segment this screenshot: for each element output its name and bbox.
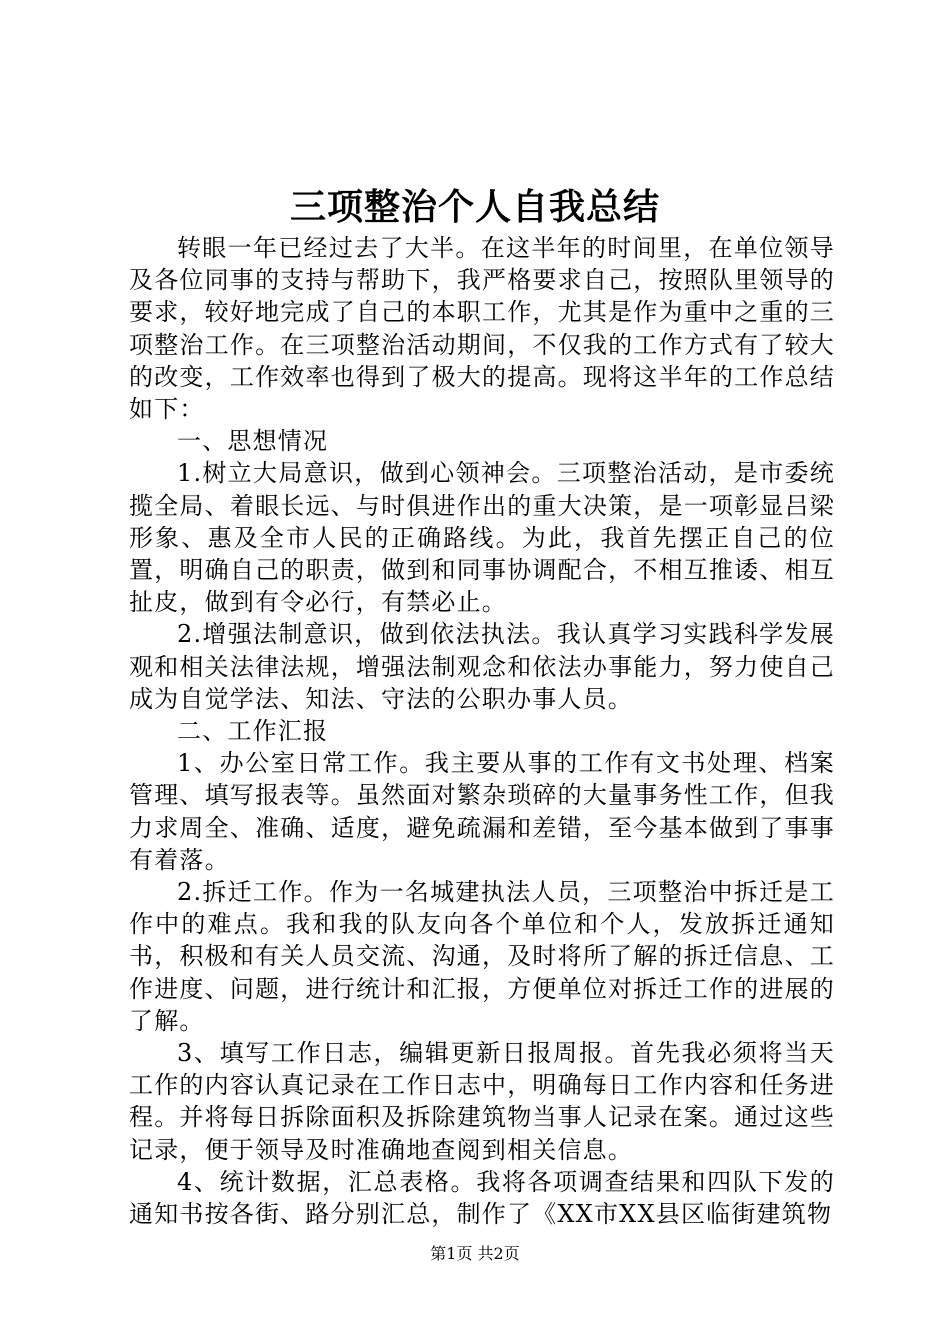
paragraph-intro: 转眼一年已经过去了大半。在这半年的时间里，在单位领导及各位同事的支持与帮助下，我严格要求自己，按照队里领导的要求，较好地完成了自己的本职工作，尤其是作为重中之重的三项整治工作。在三项整治活动期间，不仅我的工作方式有了较大的改变，工作效率也得到了极大的提高。现将这半年的工作总结如下： xyxy=(129,234,835,424)
paragraph-work-2: 2.拆迁工作。作为一名城建执法人员，三项整治中拆迁是工作中的难点。我和我的队友向各个单位和个人，发放拆迁通知书，积极和有关人员交流、沟通，及时将所了解的拆迁信息、工作进度、问题，进行统计和汇报，方便单位对拆迁工作的进展的了解。 xyxy=(129,878,835,1035)
document-body xyxy=(129,232,835,1230)
page-footer: 第1页 共2页 xyxy=(430,1244,520,1263)
heading-thought: 一、思想情况 xyxy=(177,427,329,456)
paragraph-work-4: 4、统计数据，汇总表格。我将各项调查结果和四队下发的通知书按各街、路分别汇总，制作了《XX市XX县区临街建筑物 xyxy=(129,1167,835,1229)
heading-work-report: 二、工作汇报 xyxy=(177,717,329,746)
paragraph-thought-2: 2.增强法制意识，做到依法执法。我认真学习实践科学发展观和相关法律法规，增强法制观念和依法办事能力，努力使自己成为自觉学法、知法、守法的公职办事人员。 xyxy=(129,620,835,713)
document-title: 三项整治个人自我总结 xyxy=(289,186,660,228)
paragraph-work-1: 1、办公室日常工作。我主要从事的工作有文书处理、档案管理、填写报表等。虽然面对繁杂琐碎的大量事务性工作，但我力求周全、准确、适度，避免疏漏和差错，至今基本做到了事事有着落。 xyxy=(129,749,835,874)
paragraph-thought-1: 1.树立大局意识，做到心领神会。三项整治活动，是市委统揽全局、着眼长远、与时俱进作出的重大决策，是一项彰显吕梁形象、惠及全市人民的正确路线。为此，我首先摆正自己的位置，明确自己的职责，做到和同事协调配合，不相互推诿、相互扯皮，做到有令必行，有禁必止。 xyxy=(129,459,835,617)
paragraph-work-3: 3、填写工作日志，编辑更新日报周报。首先我必须将当天工作的内容认真记录在工作日志中，明确每日工作内容和任务进程。并将每日拆除面积及拆除建筑物当事人记录在案。通过这些记录，便于领导及时准确地查阅到相关信息。 xyxy=(129,1039,835,1164)
